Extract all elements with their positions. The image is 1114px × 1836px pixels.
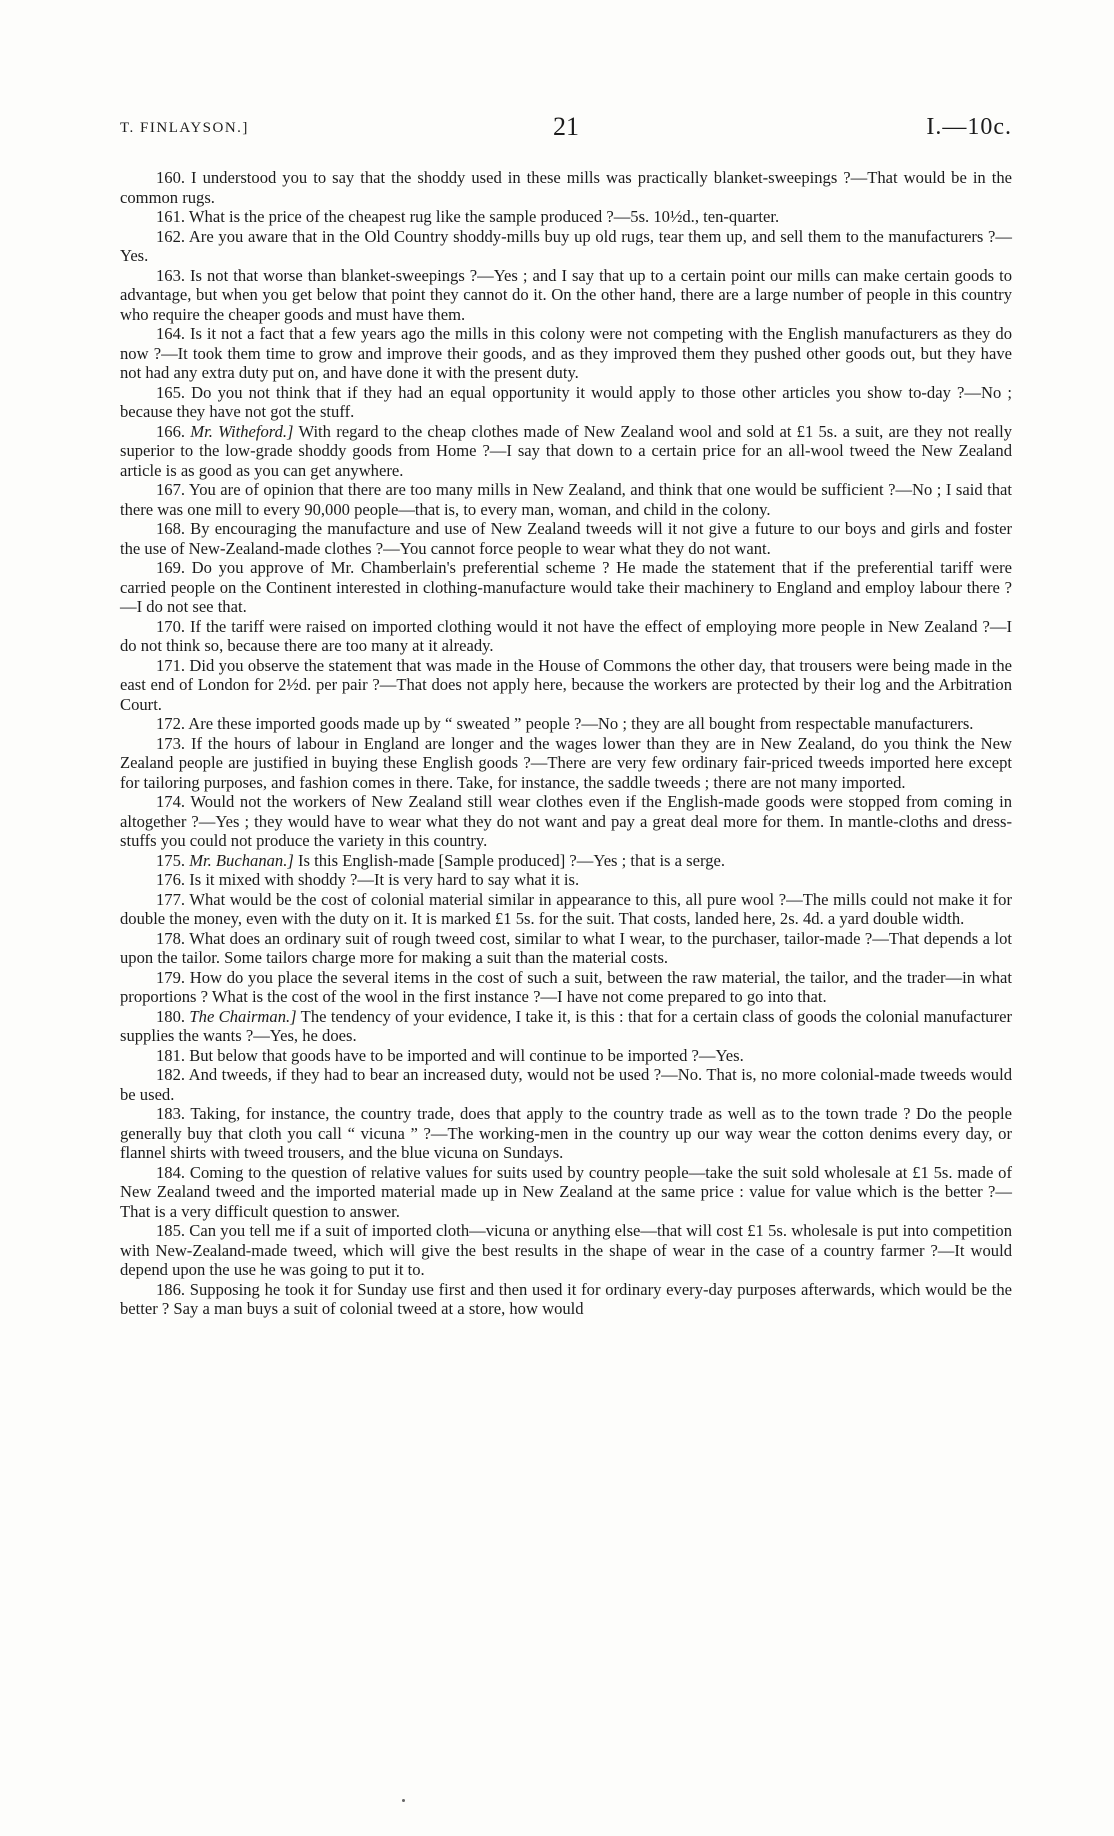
question-number: 166. <box>156 421 191 441</box>
question-paragraph: 163. Is not that worse than blanket-sweepings ?—Yes ; and I say that up to a certain point our mills can make certain goods to advantage, but when you get below that point they cannot do it. On the other hand, there are a large number of people in this country who require the cheaper goods and must have them. <box>120 265 1012 324</box>
question-paragraph: 183. Taking, for instance, the country trade, does that apply to the country trade as well as to the town trade ? Do the people generally buy that cloth you call “ vicuna ” ?—The working-men in the country up our way wear the cotton denims every day, or flannel shirts with tweed trousers, and the blue vicuna on Sundays. <box>120 1104 1012 1162</box>
question-paragraph: 165. Do you not think that if they had an equal opportunity it would apply to those other articles you show to-day ?—No ; because they have not got the stuff. <box>120 382 1012 421</box>
speaker-name: The Chairman.] <box>189 1006 297 1026</box>
question-paragraph: 164. Is it not a fact that a few years ago the mills in this colony were not competing with the English manufacturers as they do now ?—It took them time to grow and improve their goods, and as they improved them they pushed other goods out, but they have not had any extra duty put on, and have done it with the present duty. <box>120 324 1012 382</box>
question-paragraph <box>120 851 1012 871</box>
question-paragraph: 174. Would not the workers of New Zealand still wear clothes even if the English-made goods were stopped from coming in altogether ?—Yes ; they would have to wear what they do not want and pay a great deal more for them. In mantle-cloths and dress-stuffs you could not produce the variety in this country. <box>120 792 1012 850</box>
question-paragraph: 186. Supposing he took it for Sunday use first and then used it for ordinary every-day purposes afterwards, which would be the better ? Say a man buys a suit of colonial tweed at a store, how would <box>120 1279 1012 1318</box>
page-mark <box>402 1799 405 1802</box>
question-number: 180. <box>156 1006 190 1026</box>
paragraph-text: With regard to the cheap clothes made of New Zealand wool and sold at £1 5s. a suit, are they not really superior to the low-grade shoddy goods from Home ?—I say that down to a certain price for an all-wool tweed the New Zealand article is as good as you can get anywhere. <box>120 421 1013 480</box>
speaker-name: Mr. Buchanan.] <box>189 850 294 870</box>
question-paragraph: 182. And tweeds, if they had to bear an increased duty, would not be used ?—No. That is, no more colonial-made tweeds would be used. <box>120 1065 1012 1104</box>
question-paragraph: 184. Coming to the question of relative values for suits used by country people—take the suit sold wholesale at £1 5s. made of New Zealand tweed and the imported material made up in New Zealand at the same price : value for value which is the better ?—That is a very difficult question to answer. <box>120 1162 1012 1221</box>
question-paragraph: 172. Are these imported goods made up by “ sweated ” people ?—No ; they are all bought from respectable manufacturers. <box>156 714 974 733</box>
question-paragraph: 161. What is the price of the cheapest rug like the sample produced ?—5s. 10½d., ten-quarter. <box>156 207 780 226</box>
question-paragraph: 170. If the tariff were raised on imported clothing would it not have the effect of employing more people in New Zealand ?—I do not think so, because there are too many at it already. <box>120 616 1012 655</box>
question-paragraph: 167. You are of opinion that there are too many mills in New Zealand, and think that one would be sufficient ?—No ; I said that there was one mill to every 90,000 people—that is, to every man, woman, and child in the colony. <box>120 480 1012 519</box>
question-paragraph: 185. Can you tell me if a suit of imported cloth—vicuna or anything else—that will cost £1 5s. wholesale is put into competition with New-Zealand-made tweed, which will give the best results in the shape of wear in the case of a country farmer ?—It would depend upon the use he was going to put it to. <box>120 1221 1012 1279</box>
transcript-body <box>120 168 1012 1319</box>
question-paragraph: 177. What would be the cost of colonial material similar in appearance to this, all pure wool ?—The mills could not make it for double the money, even with the duty on it. It is marked £1 5s. for the suit. That costs, landed here, 2s. 4d. a yard double width. <box>120 889 1012 928</box>
question-paragraph: 176. Is it mixed with shoddy ?—It is very hard to say what it is. <box>156 870 580 889</box>
question-paragraph <box>120 422 1012 481</box>
question-paragraph: 179. How do you place the several items in the cost of such a suit, between the raw material, the tailor, and the trader—in what proportions ? What is the cost of the wool in the first instance ?—I have not come prepared to go into that. <box>120 967 1012 1006</box>
question-paragraph: 168. By encouraging the manufacture and use of New Zealand tweeds will it not give a future to our boys and girls and foster the use of New-Zealand-made clothes ?—You cannot force people to wear what they do not want. <box>120 519 1012 558</box>
witness-name-header: T. FINLAYSON.] <box>120 120 249 136</box>
question-paragraph: 178. What does an ordinary suit of rough tweed cost, similar to what I wear, to the purchaser, tailor-made ?—That depends a lot upon the tailor. Some tailors charge more for making a suit than the material costs. <box>120 928 1012 967</box>
question-paragraph: 162. Are you aware that in the Old Country shoddy-mills buy up old rugs, tear them up, and sell them to the manufacturers ?—Yes. <box>120 226 1012 265</box>
question-paragraph: 171. Did you observe the statement that was made in the House of Commons the other day, that trousers were being made in the east end of London for 2½d. per pair ?—That does not apply here, because the workers are protected by their log and the Arbitration Court. <box>120 655 1012 714</box>
question-number: 175. <box>156 850 190 870</box>
document-reference: I.—10c. <box>926 114 1012 140</box>
question-paragraph: 169. Do you approve of Mr. Chamberlain's preferential scheme ? He made the statement that if the preferential tariff were carried people on the Continent interested in clothing-manufacture would take their machinery to England and employ labour there ?—I do not see that. <box>120 558 1012 616</box>
question-paragraph: 160. I understood you to say that the shoddy used in these mills was practically blanket-sweepings ?—That would be in the common rugs. <box>120 168 1012 207</box>
question-paragraph: 181. But below that goods have to be imported and will continue to be imported ?—Yes. <box>156 1045 744 1065</box>
question-paragraph <box>120 1007 1012 1046</box>
paragraph-text: Is this English-made [Sample produced] ?—Yes ; that is a serge. <box>293 850 726 870</box>
page-number: 21 <box>553 112 579 141</box>
question-paragraph: 173. If the hours of labour in England are longer and the wages lower than they are in New Zealand, do you think the New Zealand people are justified in buying these English goods ?—There are very few ordinary fair-priced tweeds imported here except for tailoring purposes, and fashion comes in there. Take, for instance, the saddle tweeds ; there are not many imported. <box>120 733 1012 792</box>
page-header <box>120 112 1012 152</box>
speaker-name: Mr. Witheford.] <box>190 421 294 441</box>
paragraph-text: The tendency of your evidence, I take it, is this : that for a certain class of goods the colonial manufacturer supplies the wants ?—Yes, he does. <box>120 1006 1013 1045</box>
